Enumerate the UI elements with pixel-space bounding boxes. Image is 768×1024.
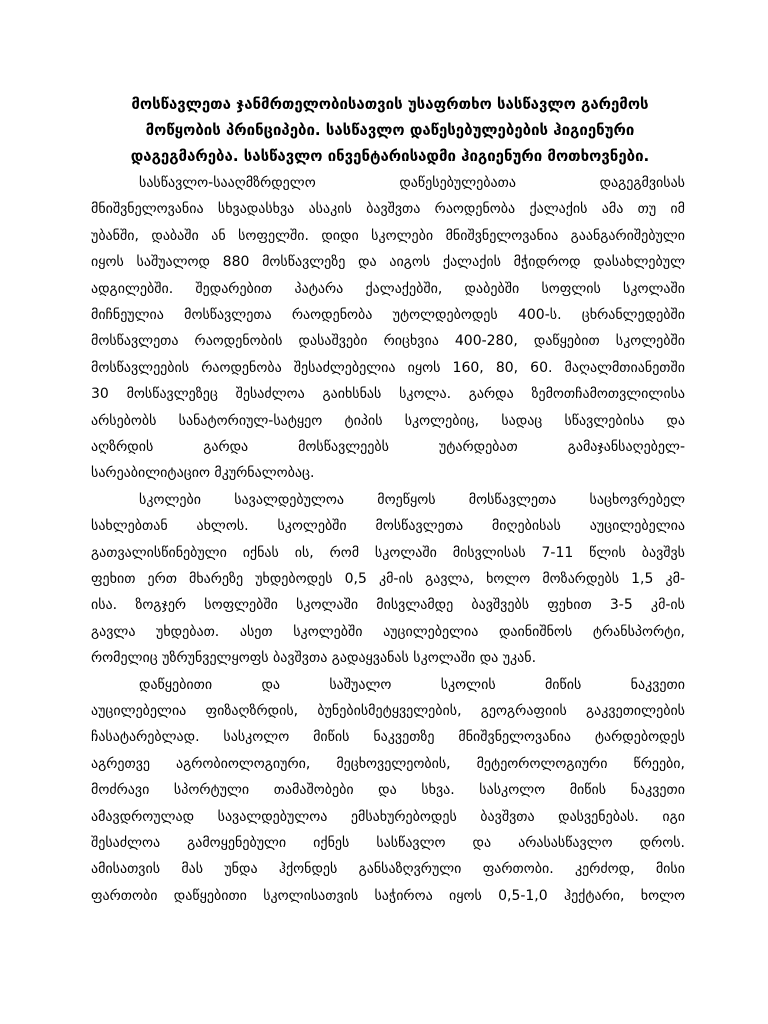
text-line: ისა. ზოგჯერ სოფლებში სკოლაში მისვლამდე ბავშვებს ფეხით 3-5 კმ-ის <box>91 597 685 614</box>
text-line: აუცილებელია ფიზაღზრდის, ბუნებისმეტყველების, გეოგრაფიის გაკვეთილების <box>91 703 685 719</box>
text-line: მოსწავლეების რაოდენობა შესაძლებელია იყოს 160, 80, 60. მაღალმთიანეთში <box>91 359 685 376</box>
text-line: გავლა უხდებათ. ასეთ სკოლებში აუცილებელია დაინიშნოს ტრანსპორტი, <box>91 623 685 640</box>
text-line: მოძრავი სპორტული თამაშობები და სხვა. სასკოლო მიწის ნაკვეთი <box>91 782 685 799</box>
text-line: ამისათვის მას უნდა ჰქონდეს განსაზღვრული ფართობი. კერძოდ, მისი <box>91 861 685 878</box>
text-line: ამავდროულად სავალდებულოა ემსახურებოდეს ბავშვთა დასვენებას. იგი <box>91 808 685 825</box>
text-line: ფართობი დაწყებითი სკოლისათვის საჭიროა იყოს 0,5-1,0 ჰექტარი, ხოლო <box>91 887 685 904</box>
text-line: ფეხით ერთ მხარეზე უხდებოდეს 0,5 კმ-ის გავლა, ხოლო მოზარდებს 1,5 კმ- <box>91 571 685 587</box>
heading-line: მოწყობის პრინციპები. სასწავლო დაწესებულებების ჰიგიენური <box>145 121 635 139</box>
text-line: სარეაბილიტაციო მკურნალობაც. <box>91 465 315 482</box>
text-line: სახლებთან ახლოს. სკოლებში მოსწავლეთა მიღებისას აუცილებელია <box>91 518 685 535</box>
document-heading <box>90 91 690 169</box>
text-line: შესაძლოა გამოყენებული იქნეს სასწავლო და არასასწავლო დროს. <box>91 835 685 851</box>
text-line: 30 მოსწავლეზეც შესაძლოა გაიხსნას სკოლა. გარდა ზემოთჩამოთვლილისა <box>91 386 685 403</box>
text-line: მიჩნეულია მოსწავლეთა რაოდენობა უტოლდებოდეს 400-ს. ცხრანლედებში <box>91 307 685 323</box>
text-line: სკოლები სავალდებულოა მოეწყოს მოსწავლეთა საცხოვრებელ <box>139 491 685 508</box>
text-line: იყოს საშუალოდ 880 მოსწავლეზე და აიგოს ქალაქის მჭიდროდ დასახლებულ <box>91 254 685 271</box>
text-line: დაწყებითი და საშუალო სკოლის მიწის ნაკვეთი <box>139 676 685 693</box>
text-line: მნიშვნელოვანია სხვადასხვა ასაკის ბავშვთა რაოდენობა ქალაქის ამა თუ იმ <box>91 201 685 218</box>
text-line: მოსწავლეთა რაოდენობის დასაშვები რიცხვია 400-280, დაწყებით სკოლებში <box>91 333 685 350</box>
text-line: სასწავლო-სააღმზრდელო დაწესებულებათა დაგეგმვისას <box>139 175 685 191</box>
text-line: უბანში, დაბაში ან სოფელში. დიდი სკოლები მნიშვნელოვანია გაანგარიშებული <box>91 227 685 244</box>
heading-line: დაგეგმარება. სასწავლო ინვენტარისადმი ჰიგიენური მოთხოვნები. <box>130 147 650 165</box>
text-line: არსებობს სანატორიულ-სატყეო ტიპის სკოლებიც, სადაც სწავლებისა და <box>91 412 685 429</box>
text-line: აღზრდის გარდა მოსწავლეებს უტარდებათ გამაჯანსაღებელ- <box>91 439 685 455</box>
heading-line: მოსწავლეთა ჯანმრთელობისათვის უსაფრთხო სასწავლო გარემოს <box>131 95 649 113</box>
text-line: აგრეთვე აგრობიოლოგიური, მეცხოველეობის, მეტეოროლოგიური წრეები, <box>91 755 685 772</box>
text-line: გათვალისწინებული იქნას ის, რომ სკოლაში მისვლისას 7-11 წლის ბავშვს <box>91 544 685 561</box>
text-line: ადგილებში. შედარებით პატარა ქალაქებში, დაბებში სოფლის სკოლაში <box>91 280 685 297</box>
text-line: რომელიც უზრუნველყოფს ბავშვთა გადაყვანას სკოლაში და უკან. <box>91 650 537 667</box>
text-line: ჩასატარებლად. სასკოლო მიწის ნაკვეთზე მნიშვნელოვანია ტარდებოდეს <box>91 729 685 746</box>
